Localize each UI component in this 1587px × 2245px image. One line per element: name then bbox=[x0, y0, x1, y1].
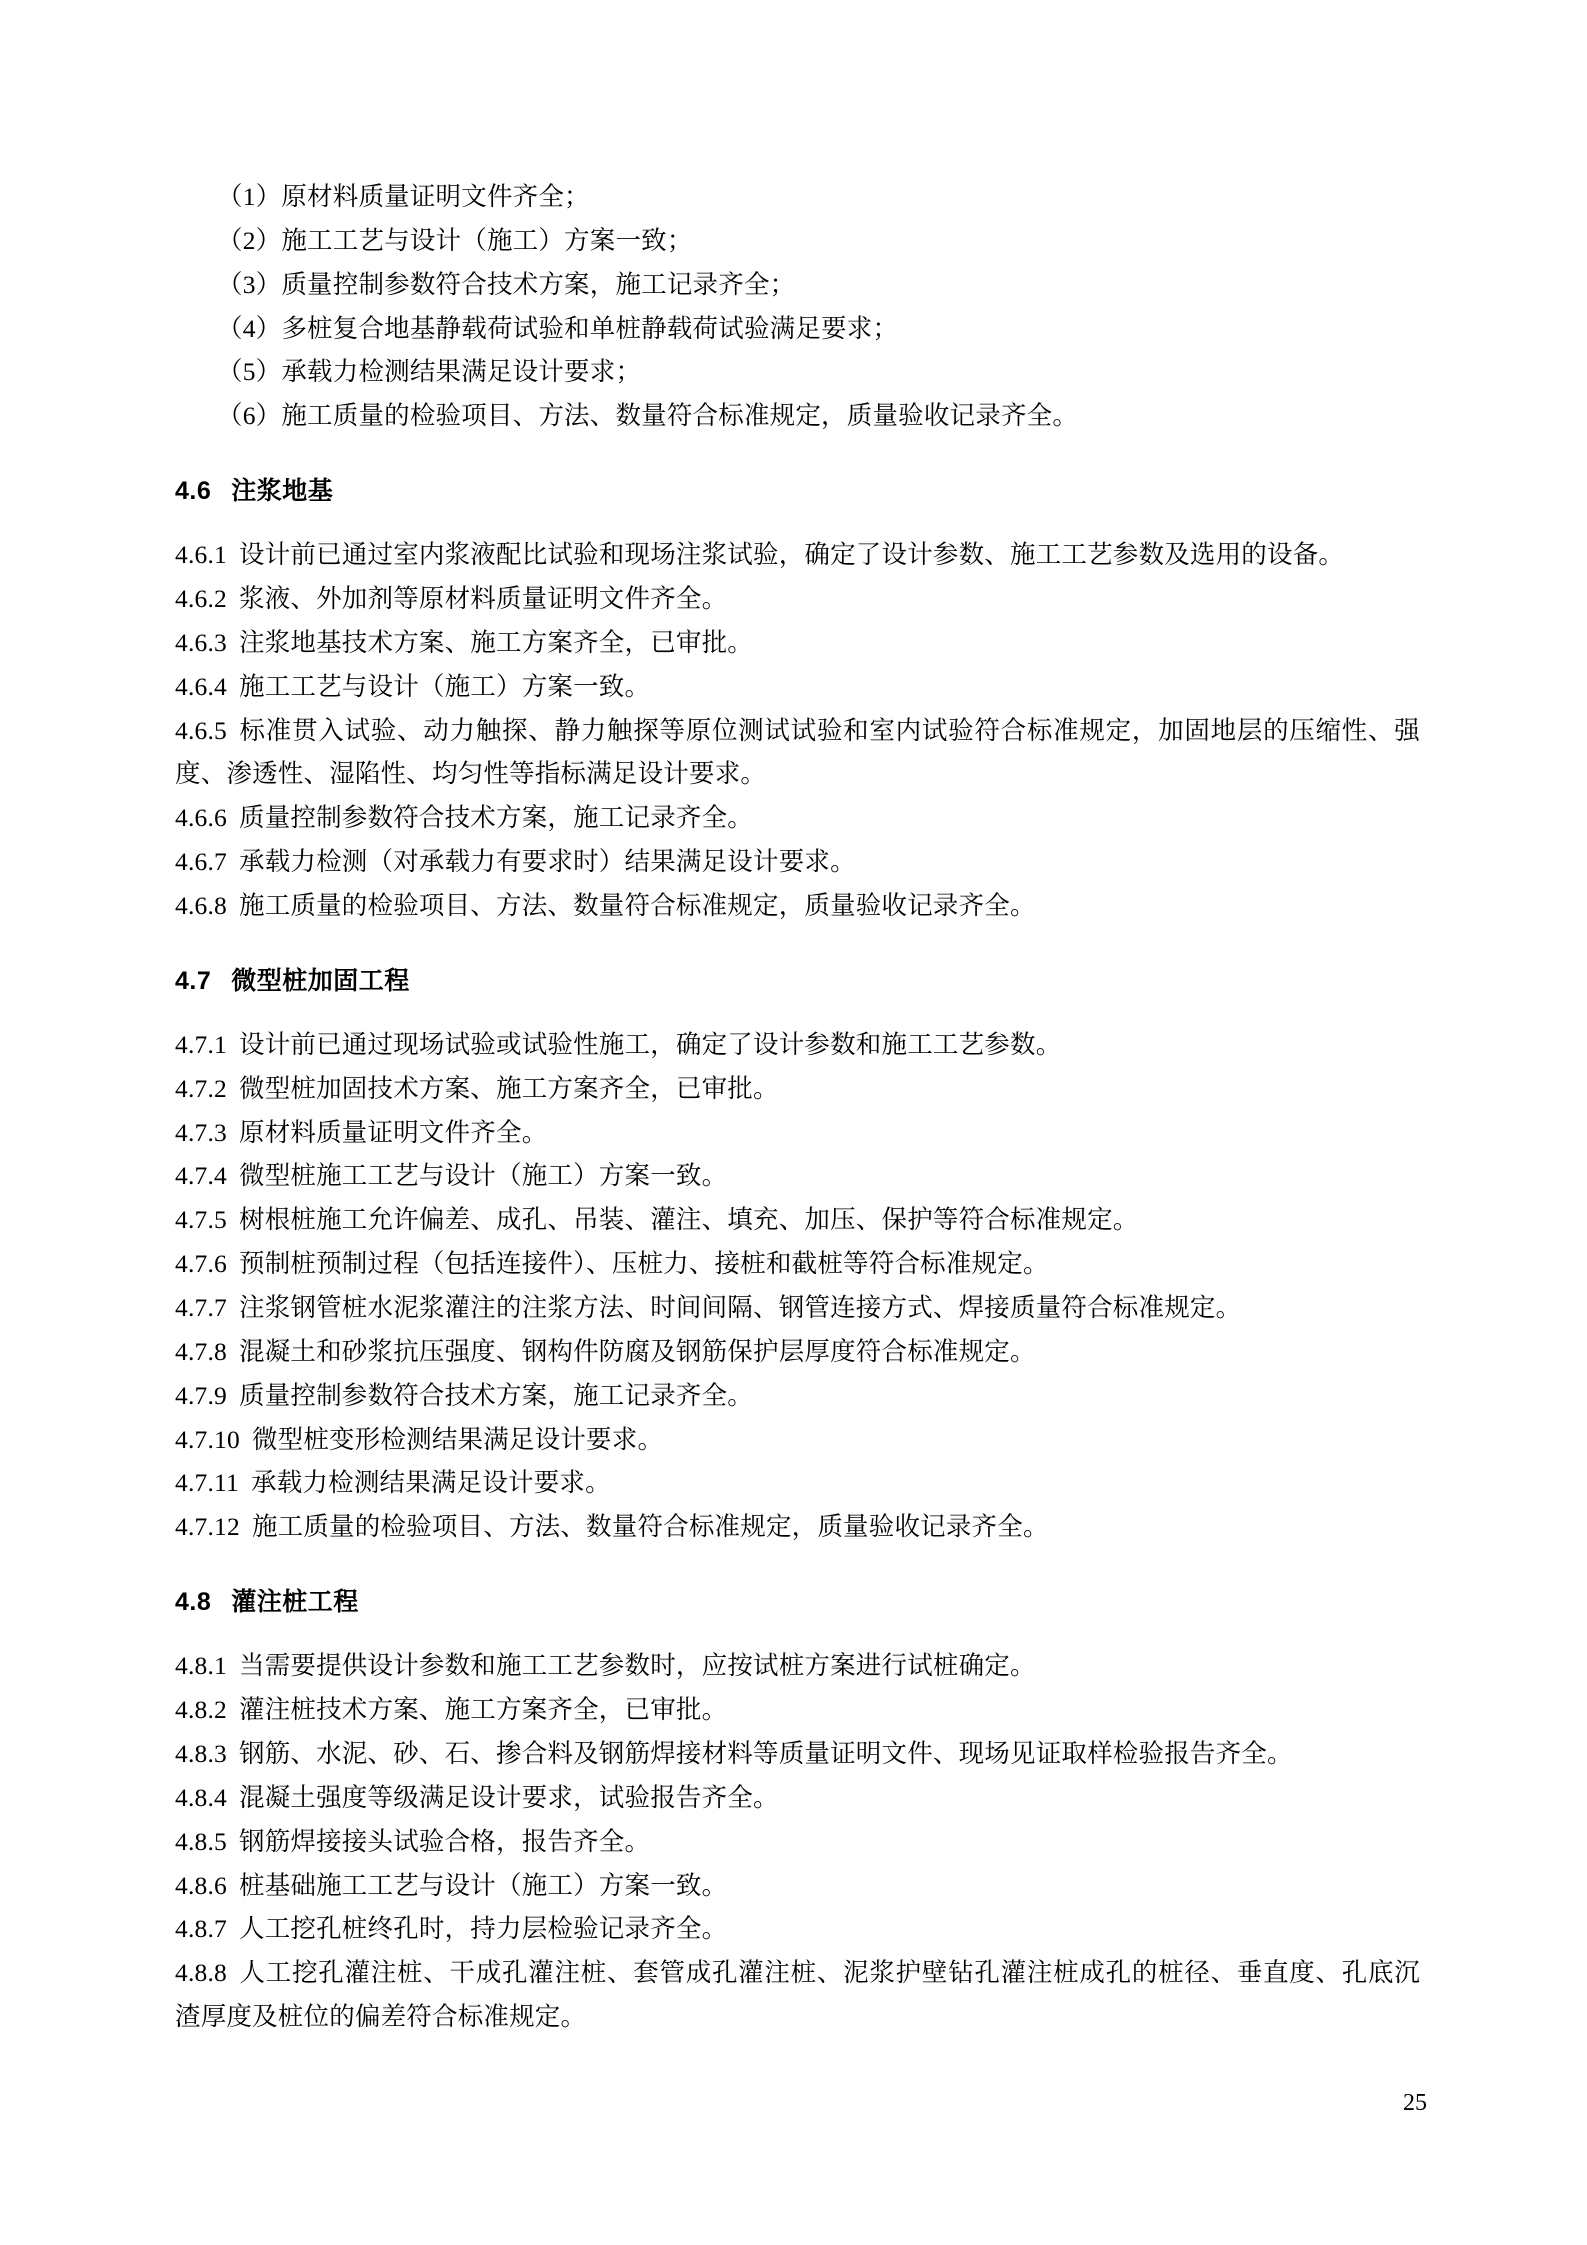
clause bbox=[175, 1111, 1420, 1155]
clause-number: 4.7.3 bbox=[175, 1117, 227, 1147]
clause bbox=[175, 884, 1420, 928]
clause bbox=[175, 709, 1420, 797]
clause bbox=[175, 665, 1420, 709]
clause bbox=[175, 840, 1420, 884]
section-title: 注浆地基 bbox=[231, 477, 334, 506]
clause-number: 4.7.1 bbox=[175, 1029, 227, 1059]
section-number: 4.6 bbox=[175, 477, 212, 506]
clause-text: 质量控制参数符合技术方案，施工记录齐全。 bbox=[239, 1380, 754, 1410]
clause-number: 4.7.5 bbox=[175, 1205, 227, 1235]
clause-text: 施工质量的检验项目、方法、数量符合标准规定，质量验收记录齐全。 bbox=[239, 891, 1036, 921]
clause-text: 人工挖孔灌注桩、干成孔灌注桩、套管成孔灌注桩、泥浆护壁钻孔灌注桩成孔的桩径、垂直度、孔底沉渣厚度及桩位的偏差符合标准规定。 bbox=[175, 1958, 1420, 2032]
clause-number: 4.7.11 bbox=[175, 1468, 240, 1498]
clause bbox=[175, 621, 1420, 665]
clause-text: 施工质量的检验项目、方法、数量符合标准规定，质量验收记录齐全。 bbox=[251, 1512, 1049, 1542]
section-title: 灌注桩工程 bbox=[231, 1588, 359, 1617]
list-item: （6）施工质量的检验项目、方法、数量符合标准规定，质量验收记录齐全。 bbox=[217, 401, 1079, 431]
clause-text: 承载力检测（对承载力有要求时）结果满足设计要求。 bbox=[239, 847, 856, 877]
clause bbox=[175, 1776, 1420, 1820]
section-number: 4.8 bbox=[175, 1588, 212, 1617]
clause bbox=[175, 1330, 1420, 1374]
clause-number: 4.6.2 bbox=[175, 584, 227, 614]
clause-text: 人工挖孔桩终孔时，持力层检验记录齐全。 bbox=[239, 1914, 728, 1944]
clause-text: 承载力检测结果满足设计要求。 bbox=[251, 1468, 611, 1498]
clause bbox=[175, 1951, 1420, 2039]
clause bbox=[175, 1198, 1420, 1242]
list-item: （1）原材料质量证明文件齐全； bbox=[217, 182, 590, 211]
section-number: 4.7 bbox=[175, 966, 212, 995]
section-body-4-8 bbox=[175, 1644, 1420, 2039]
clause-text: 微型桩施工工艺与设计（施工）方案一致。 bbox=[239, 1161, 728, 1191]
clause-text: 原材料质量证明文件齐全。 bbox=[239, 1117, 548, 1147]
clause-text: 微型桩变形检测结果满足设计要求。 bbox=[251, 1424, 664, 1454]
clause-number: 4.7.2 bbox=[175, 1073, 227, 1103]
clause-text: 设计前已通过现场试验或试验性施工，确定了设计参数和施工工艺参数。 bbox=[239, 1029, 1062, 1059]
clause-number: 4.7.10 bbox=[175, 1424, 240, 1454]
clause-text: 钢筋焊接接头试验合格，报告齐全。 bbox=[239, 1826, 651, 1856]
clause-text: 钢筋、水泥、砂、石、掺合料及钢筋焊接材料等质量证明文件、现场见证取样检验报告齐全。 bbox=[239, 1738, 1293, 1768]
clause-number: 4.8.8 bbox=[175, 1958, 227, 1988]
list-item: （3）质量控制参数符合技术方案，施工记录齐全； bbox=[217, 269, 796, 299]
list-item: （4）多桩复合地基静载荷试验和单桩静载荷试验满足要求； bbox=[217, 313, 899, 343]
clause bbox=[175, 1023, 1420, 1067]
clause-text: 当需要提供设计参数和施工工艺参数时，应按试桩方案进行试桩确定。 bbox=[239, 1651, 1036, 1681]
clause bbox=[175, 1461, 1420, 1505]
clause-text: 树根桩施工允许偏差、成孔、吊装、灌注、填充、加压、保护等符合标准规定。 bbox=[239, 1205, 1139, 1235]
clause-text: 注浆地基技术方案、施工方案齐全，已审批。 bbox=[239, 627, 754, 657]
clause-text: 施工工艺与设计（施工）方案一致。 bbox=[239, 671, 651, 701]
clause-number: 4.6.1 bbox=[175, 540, 227, 570]
clause-number: 4.7.6 bbox=[175, 1249, 227, 1279]
clause bbox=[175, 1864, 1420, 1908]
clause bbox=[175, 1505, 1420, 1549]
clause bbox=[175, 1286, 1420, 1330]
clause-number: 4.8.6 bbox=[175, 1870, 227, 1900]
clause-text: 预制桩预制过程（包括连接件）、压桩力、接桩和截桩等符合标准规定。 bbox=[239, 1249, 1049, 1279]
clause-number: 4.8.3 bbox=[175, 1738, 227, 1768]
enumerated-list bbox=[217, 175, 1420, 438]
clause bbox=[175, 1242, 1420, 1286]
page-content bbox=[175, 175, 1420, 2039]
clause bbox=[175, 1418, 1420, 1462]
clause-number: 4.8.2 bbox=[175, 1695, 227, 1725]
clause-number: 4.7.12 bbox=[175, 1512, 240, 1542]
page-number: 25 bbox=[1403, 2090, 1427, 2116]
clause bbox=[175, 577, 1420, 621]
clause-text: 混凝土和砂浆抗压强度、钢构件防腐及钢筋保护层厚度符合标准规定。 bbox=[239, 1336, 1036, 1366]
clause-text: 桩基础施工工艺与设计（施工）方案一致。 bbox=[239, 1870, 728, 1900]
clause-text: 微型桩加固技术方案、施工方案齐全，已审批。 bbox=[239, 1073, 779, 1103]
section-heading-4-8 bbox=[175, 1582, 1420, 1618]
list-item: （2）施工工艺与设计（施工）方案一致； bbox=[217, 225, 693, 255]
clause-number: 4.8.1 bbox=[175, 1651, 227, 1681]
clause-text: 标准贯入试验、动力触探、静力触探等原位测试试验和室内试验符合标准规定，加固地层的压缩性、强度、渗透性、湿陷性、均匀性等指标满足设计要求。 bbox=[175, 715, 1420, 789]
clause-number: 4.6.4 bbox=[175, 671, 227, 701]
clause-text: 混凝土强度等级满足设计要求，试验报告齐全。 bbox=[239, 1782, 779, 1812]
clause-text: 设计前已通过室内浆液配比试验和现场注浆试验，确定了设计参数、施工工艺参数及选用的设备。 bbox=[239, 540, 1345, 570]
clause-number: 4.8.5 bbox=[175, 1826, 227, 1856]
clause bbox=[175, 1907, 1420, 1951]
section-title: 微型桩加固工程 bbox=[231, 966, 410, 995]
clause-text: 注浆钢管桩水泥浆灌注的注浆方法、时间间隔、钢管连接方式、焊接质量符合标准规定。 bbox=[239, 1293, 1242, 1323]
section-heading-4-6 bbox=[175, 471, 1420, 507]
section-body-4-6 bbox=[175, 533, 1420, 928]
clause-number: 4.6.6 bbox=[175, 803, 227, 833]
clause bbox=[175, 1732, 1420, 1776]
clause bbox=[175, 1374, 1420, 1418]
clause bbox=[175, 1154, 1420, 1198]
clause bbox=[175, 796, 1420, 840]
clause-number: 4.6.3 bbox=[175, 627, 227, 657]
clause-number: 4.6.8 bbox=[175, 891, 227, 921]
clause-number: 4.7.8 bbox=[175, 1336, 227, 1366]
clause-text: 浆液、外加剂等原材料质量证明文件齐全。 bbox=[239, 584, 728, 614]
clause-number: 4.7.9 bbox=[175, 1380, 227, 1410]
clause-number: 4.6.7 bbox=[175, 847, 227, 877]
clause-number: 4.6.5 bbox=[175, 715, 227, 745]
clause bbox=[175, 1688, 1420, 1732]
clause bbox=[175, 1067, 1420, 1111]
clause bbox=[175, 1644, 1420, 1688]
clause-number: 4.8.7 bbox=[175, 1914, 227, 1944]
section-heading-4-7 bbox=[175, 961, 1420, 997]
clause bbox=[175, 1820, 1420, 1864]
clause-number: 4.8.4 bbox=[175, 1782, 227, 1812]
clause-text: 质量控制参数符合技术方案，施工记录齐全。 bbox=[239, 803, 754, 833]
clause-text: 灌注桩技术方案、施工方案齐全，已审批。 bbox=[239, 1695, 728, 1725]
clause bbox=[175, 533, 1420, 577]
section-body-4-7 bbox=[175, 1023, 1420, 1549]
list-item: （5）承载力检测结果满足设计要求； bbox=[217, 357, 642, 387]
clause-number: 4.7.7 bbox=[175, 1293, 227, 1323]
clause-number: 4.7.4 bbox=[175, 1161, 227, 1191]
